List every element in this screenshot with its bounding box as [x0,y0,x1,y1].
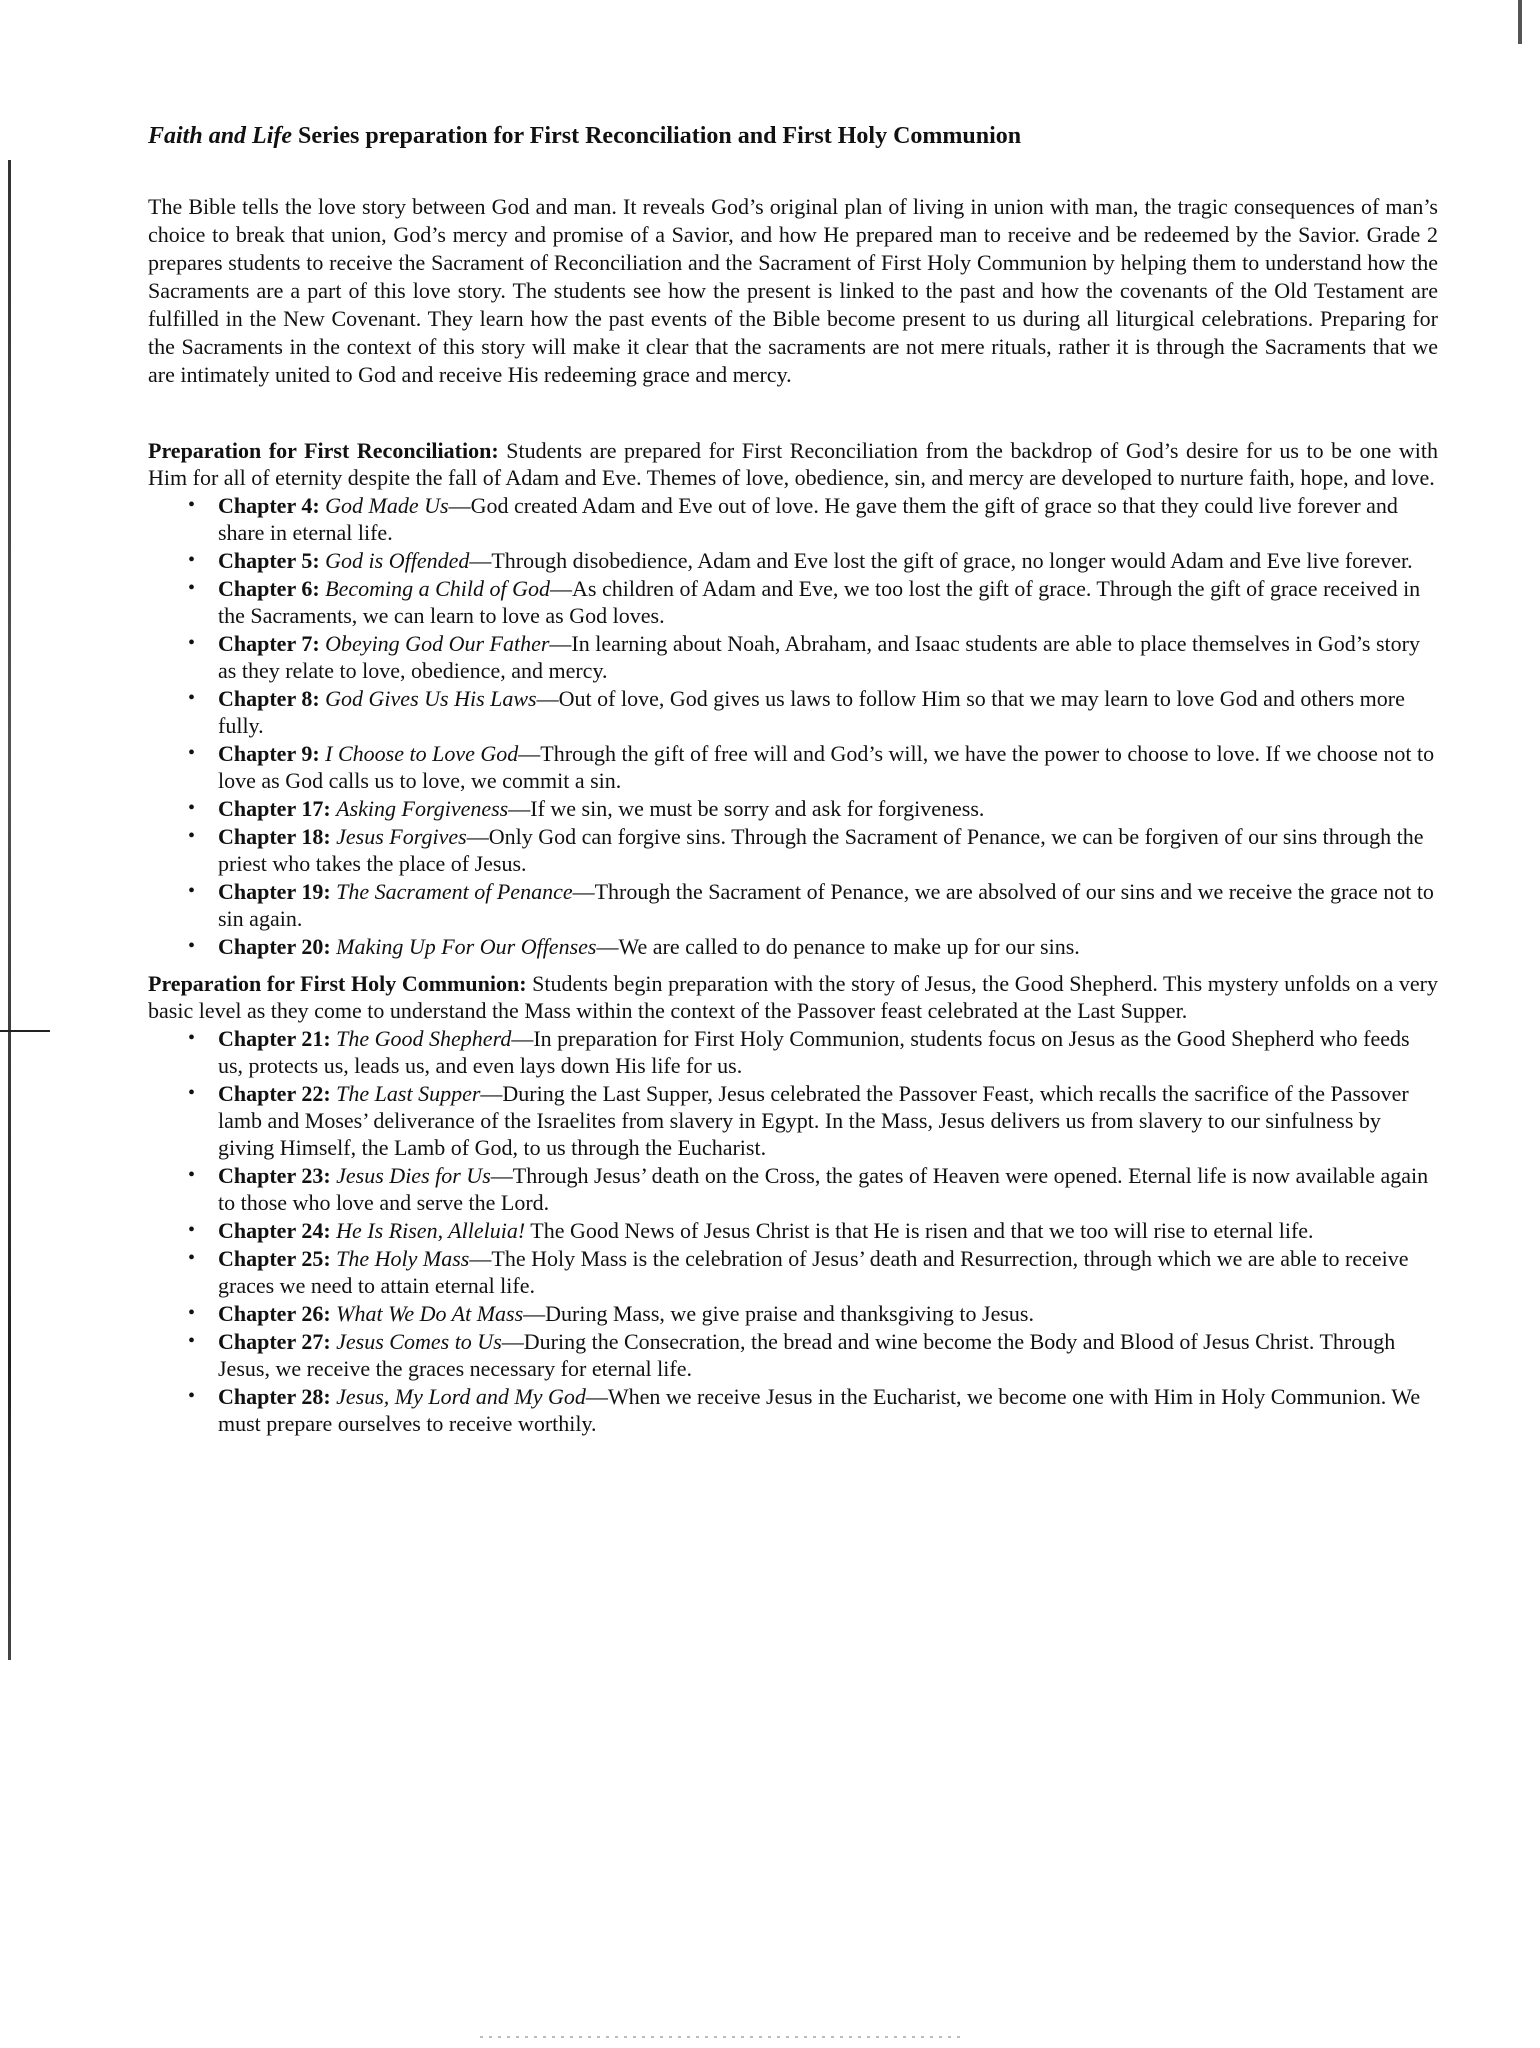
bullet-icon: • [188,1218,196,1241]
scan-edge-line [8,160,11,1660]
chapter-title: What We Do At Mass [336,1300,524,1326]
chapter-label: Chapter 17: [218,795,331,821]
chapter-label: Chapter 5: [218,547,320,573]
scan-mark [1518,0,1522,44]
chapter-label: Chapter 22: [218,1080,331,1106]
chapter-label: Chapter 20: [218,933,331,959]
chapter-label: Chapter 9: [218,740,320,766]
chapter-description: —In learning about Noah, Abraham, and Isaac students are able to place themselves in God’s story as they relate to love, obedience, and mercy. [218,630,1420,683]
chapter-title: The Sacrament of Penance [336,878,573,904]
chapter-label: Chapter 6: [218,575,320,601]
bullet-icon: • [188,548,196,571]
chapter-description: —We are called to do penance to make up for our sins. [596,933,1080,959]
chapter-label: Chapter 26: [218,1300,331,1326]
document-title [148,122,1438,151]
chapter-item [188,1300,1438,1327]
chapter-item [188,823,1438,877]
bullet-icon: • [188,576,196,599]
chapter-title: God Made Us [325,492,449,518]
series-name: Faith and Life [148,123,293,149]
chapter-label: Chapter 19: [218,878,331,904]
chapter-title: Making Up For Our Offenses [336,933,597,959]
bullet-icon: • [188,1163,196,1186]
chapter-item [188,1217,1438,1244]
communion-heading: Preparation for First Holy Communion: [148,970,527,996]
chapter-item [188,492,1438,546]
chapter-description: —God created Adam and Eve out of love. He gave them the gift of grace so that they could live forever and share in eternal life. [218,492,1398,545]
chapter-label: Chapter 23: [218,1162,331,1188]
chapter-item [188,575,1438,629]
chapter-item [188,685,1438,739]
chapter-title: The Last Supper [336,1080,481,1106]
bullet-icon: • [188,796,196,819]
reconciliation-text: Students are prepared for First Reconciliation from the backdrop of God’s desire for us to be one with Him for all of eternity despite the fall of Adam and Eve. Themes of love, obedience, sin, and mercy are developed to nurture faith, hope, and love. [148,437,1438,490]
chapter-label: Chapter 18: [218,823,331,849]
reconciliation-heading: Preparation for First Reconciliation: [148,437,499,463]
chapter-item [188,547,1438,574]
chapter-label: Chapter 25: [218,1245,331,1271]
chapter-label: Chapter 7: [218,630,320,656]
bullet-icon: • [188,1329,196,1352]
chapter-title: Jesus, My Lord and My God [336,1383,586,1409]
chapter-description: —If we sin, we must be sorry and ask for forgiveness. [508,795,985,821]
chapter-description: —Through the gift of free will and God’s will, we have the power to choose to love. If we choose not to love as God calls us to love, we commit a sin. [218,740,1435,793]
chapter-label: Chapter 21: [218,1025,331,1051]
chapter-title: I Choose to Love God [325,740,519,766]
chapter-description: —During the Last Supper, Jesus celebrated the Passover Feast, which recalls the sacrifice of the Passover lamb and Moses’ deliverance of the Israelites from slavery in Egypt. In the Mass, Jesus delivers us from slavery to our sinfulness by giving Himself, the Lamb of God, to us through the Eucharist. [218,1080,1409,1160]
bullet-icon: • [188,1081,196,1104]
chapter-label: Chapter 24: [218,1217,331,1243]
chapter-item [188,878,1438,932]
communion-chapter-list [148,1025,1438,1437]
chapter-item [188,795,1438,822]
reconciliation-intro [148,437,1438,491]
communion-intro [148,970,1438,1024]
scan-footer-noise [480,2036,960,2038]
chapter-description: —During the Consecration, the bread and wine become the Body and Blood of Jesus Christ. Through Jesus, we receive the graces necessary for eternal life. [218,1328,1396,1381]
chapter-label: Chapter 27: [218,1328,331,1354]
bullet-icon: • [188,1384,196,1407]
chapter-title: He Is Risen, Alleluia! [336,1217,526,1243]
chapter-title: Asking Forgiveness [336,795,509,821]
chapter-item [188,933,1438,960]
chapter-item [188,630,1438,684]
chapter-title: The Holy Mass [336,1245,470,1271]
chapter-description: —When we receive Jesus in the Eucharist, we become one with Him in Holy Communion. We must prepare ourselves to receive worthily. [218,1383,1421,1436]
chapter-description: The Good News of Jesus Christ is that He is risen and that we too will rise to eternal life. [525,1217,1314,1243]
communion-text: Students begin preparation with the story of Jesus, the Good Shepherd. This mystery unfolds on a very basic level as they come to understand the Mass within the context of the Passover feast celebrated at the Last Supper. [148,970,1438,1023]
chapter-title: Obeying God Our Father [325,630,550,656]
chapter-description: —The Holy Mass is the celebration of Jesus’ death and Resurrection, through which we are able to receive graces we need to attain eternal life. [218,1245,1409,1298]
bullet-icon: • [188,493,196,516]
scan-edge-tick [0,1030,50,1032]
chapter-description: —During Mass, we give praise and thanksgiving to Jesus. [523,1300,1034,1326]
chapter-description: —As children of Adam and Eve, we too lost the gift of grace. Through the gift of grace received in the Sacraments, we can learn to love as God loves. [218,575,1421,628]
chapter-title: Jesus Dies for Us [336,1162,491,1188]
chapter-item [188,740,1438,794]
chapter-description: —In preparation for First Holy Communion, students focus on Jesus as the Good Shepherd who feeds us, protects us, leads us, and even lays down His life for us. [218,1025,1410,1078]
chapter-title: Jesus Comes to Us [336,1328,502,1354]
chapter-title: Becoming a Child of God [325,575,551,601]
chapter-item [188,1245,1438,1299]
chapter-title: Jesus Forgives [336,823,467,849]
chapter-item [188,1025,1438,1079]
bullet-icon: • [188,824,196,847]
chapter-label: Chapter 28: [218,1383,331,1409]
chapter-item [188,1383,1438,1437]
chapter-label: Chapter 4: [218,492,320,518]
chapter-item [188,1328,1438,1382]
chapter-description: —Through disobedience, Adam and Eve lost the gift of grace, no longer would Adam and Eve live forever. [469,547,1413,573]
bullet-icon: • [188,1301,196,1324]
chapter-title: God Gives Us His Laws [325,685,537,711]
chapter-description: —Through Jesus’ death on the Cross, the gates of Heaven were opened. Eternal life is now available again to those who love and serve the Lord. [218,1162,1429,1215]
bullet-icon: • [188,686,196,709]
document-page [148,122,1438,1447]
chapter-title: God is Offended [325,547,470,573]
bullet-icon: • [188,631,196,654]
chapter-description: —Out of love, God gives us laws to follow Him so that we may learn to love God and others more fully. [218,685,1405,738]
chapter-item [188,1162,1438,1216]
chapter-title: The Good Shepherd [336,1025,512,1051]
intro-paragraph: The Bible tells the love story between God and man. It reveals God’s original plan of living in union with man, the tragic consequences of man’s choice to break that union, God’s mercy and promise of a Savior, and how He prepared man to receive and be redeemed by the Savior. Grade 2 prepares students to receive the Sacrament of Reconciliation and the Sacrament of First Holy Communion by helping them to understand how the Sacraments are a part of this love story. The students see how the present is linked to the past and how the covenants of the Old Testament are fulfilled in the New Covenant. They learn how the past events of the Bible become present to us during all liturgical celebrations. Preparing for the Sacraments in the context of this story will make it clear that the sacraments are not mere rituals, rather it is through the Sacraments that we are intimately united to God and receive His redeeming grace and mercy. [148,193,1438,387]
bullet-icon: • [188,1026,196,1049]
chapter-description: —Only God can forgive sins. Through the Sacrament of Penance, we can be forgiven of our sins through the priest who takes the place of Jesus. [218,823,1424,876]
chapter-description: —Through the Sacrament of Penance, we are absolved of our sins and we receive the grace not to sin again. [218,878,1434,931]
title-rest: Series preparation for First Reconciliation and First Holy Communion [292,123,1022,149]
bullet-icon: • [188,741,196,764]
chapter-item [188,1080,1438,1161]
chapter-label: Chapter 8: [218,685,320,711]
bullet-icon: • [188,934,196,957]
bullet-icon: • [188,1246,196,1269]
bullet-icon: • [188,879,196,902]
reconciliation-chapter-list [148,492,1438,960]
